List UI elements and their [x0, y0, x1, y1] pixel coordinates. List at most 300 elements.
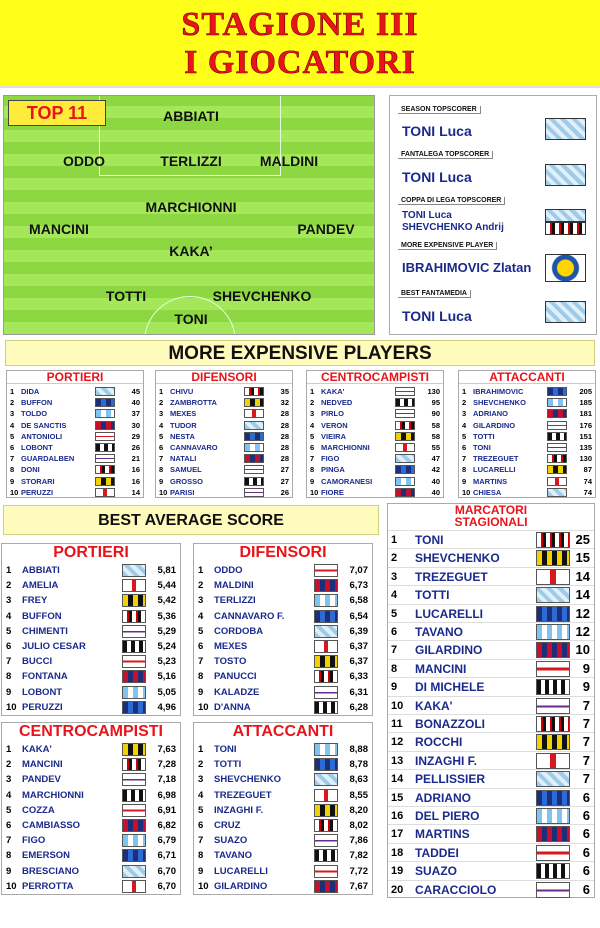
team-crest-icon	[547, 409, 567, 418]
best-table-title: ATTACCANTI	[232, 723, 334, 740]
row-rank: 10	[198, 701, 209, 713]
row-rank: 12	[391, 736, 404, 749]
row-value: 7	[582, 771, 590, 787]
team-crest-icon	[122, 865, 146, 878]
row-value: 135	[579, 443, 592, 452]
team-crest-icon	[314, 849, 338, 862]
row-rank: 18	[391, 846, 404, 859]
row-rank: 4	[462, 420, 467, 430]
row-rank: 5	[6, 625, 12, 637]
row-name: PINGA	[321, 465, 345, 475]
row-name: TREZEGUET	[214, 789, 272, 801]
table-row	[307, 431, 443, 442]
team-crest-icon	[122, 701, 146, 714]
table-row	[156, 420, 292, 431]
row-name: FREY	[22, 595, 48, 607]
row-rank: 1	[6, 565, 12, 576]
table-row	[2, 609, 180, 625]
row-name: TREZEGUET	[415, 569, 488, 584]
row-name: CANNAVARO F.	[214, 610, 285, 622]
row-value: 40	[131, 398, 140, 408]
row-value: 55	[431, 443, 440, 452]
table-row	[2, 879, 180, 895]
row-rank: 16	[391, 810, 404, 822]
header-title-line1: STAGIONE III	[181, 6, 419, 43]
row-rank: 1	[310, 387, 315, 396]
award-value: IBRAHIMOVIC Zlatan	[402, 260, 532, 275]
light-blue-crest-icon	[545, 118, 586, 140]
team-crest-icon	[122, 564, 146, 577]
row-name: TOTTI	[415, 588, 450, 603]
table-row	[388, 843, 594, 861]
team-crest-icon	[244, 432, 264, 441]
table-row	[194, 803, 372, 819]
table-row	[156, 408, 292, 419]
row-name: FONTANA	[22, 671, 68, 683]
table-row	[7, 442, 143, 453]
row-name: NESTA	[170, 431, 195, 441]
row-rank: 3	[10, 409, 15, 419]
row-value: 8,78	[349, 759, 368, 771]
expensive-table-title: PORTIERI	[7, 371, 143, 384]
table-row	[7, 464, 143, 475]
row-rank: 8	[159, 465, 164, 475]
row-value: 6,91	[157, 804, 176, 816]
row-value: 28	[280, 454, 289, 464]
row-rank: 9	[6, 865, 12, 877]
table-row	[459, 420, 595, 431]
table-row	[459, 487, 595, 498]
table-row	[2, 685, 180, 701]
row-value: 6,28	[349, 701, 368, 713]
row-name: GROSSO	[170, 476, 203, 486]
row-value: 95	[431, 398, 440, 408]
table-row	[156, 476, 292, 487]
table-row	[307, 442, 443, 453]
header	[0, 0, 600, 88]
award-label: FANTALEGA TOPSCORER	[398, 151, 493, 159]
row-rank: 5	[6, 804, 12, 816]
team-crest-icon	[244, 488, 264, 497]
table-row	[388, 769, 594, 787]
team-crest-icon	[122, 743, 146, 756]
row-name: CHIMENTI	[22, 625, 68, 637]
row-rank: 1	[198, 744, 204, 755]
gold-blue-crest-icon	[545, 254, 586, 282]
row-rank: 9	[310, 476, 315, 486]
row-name: SUAZO	[214, 835, 248, 847]
row-name: INZAGHI F.	[415, 753, 477, 768]
table-row	[194, 669, 372, 685]
player-mancini: MANCINI	[29, 221, 89, 237]
row-name: GILARDINO	[473, 420, 516, 430]
row-value: 6,58	[349, 595, 368, 607]
table-row	[2, 848, 180, 864]
best-average-title: BEST AVERAGE SCORE	[3, 505, 379, 535]
team-crest-icon	[122, 804, 146, 817]
row-name: FIGO	[22, 835, 46, 847]
table-row	[388, 880, 594, 898]
row-value: 6,71	[157, 850, 176, 862]
row-rank: 10	[159, 487, 168, 497]
award-value: TONI Luca SHEVCHENKO Andrij	[402, 210, 504, 233]
table-row	[194, 848, 372, 864]
team-crest-icon	[122, 758, 146, 771]
row-name: KAKA'	[22, 744, 52, 755]
player-terlizzi: TERLIZZI	[160, 153, 222, 169]
row-value: 74	[583, 487, 592, 497]
row-value: 27	[280, 465, 289, 475]
row-name: PIRLO	[321, 409, 344, 419]
table-row	[2, 803, 180, 819]
row-name: ADRIANO	[415, 790, 471, 805]
row-rank: 2	[159, 398, 164, 408]
row-value: 6,39	[349, 625, 368, 637]
row-rank: 9	[10, 476, 15, 486]
table-row	[194, 563, 372, 579]
light-blue-crest-icon	[545, 301, 586, 323]
team-crest-icon	[95, 454, 115, 463]
row-name: NATALI	[170, 454, 197, 464]
row-name: TADDEI	[415, 845, 459, 860]
team-crest-icon	[536, 550, 570, 566]
table-row	[388, 714, 594, 732]
table-row	[194, 654, 372, 670]
team-crest-icon	[395, 443, 415, 452]
row-value: 5,24	[157, 641, 176, 652]
table-row	[2, 864, 180, 880]
team-crest-icon	[395, 454, 415, 463]
row-name: TREZEGUET	[473, 454, 519, 464]
team-crest-icon	[122, 640, 146, 653]
row-value: 5,42	[157, 595, 176, 607]
table-row	[388, 659, 594, 677]
row-name: TERLIZZI	[214, 595, 256, 607]
team-crest-icon	[95, 465, 115, 474]
row-rank: 13	[391, 754, 404, 767]
row-rank: 3	[198, 774, 204, 786]
row-rank: 2	[198, 580, 204, 592]
row-rank: 5	[198, 804, 204, 816]
team-crest-icon	[122, 625, 146, 638]
row-rank: 10	[462, 487, 471, 497]
row-rank: 10	[6, 701, 17, 713]
row-rank: 3	[6, 774, 12, 786]
row-rank: 3	[6, 595, 12, 607]
row-value: 6	[582, 863, 590, 879]
row-name: TOTTI	[473, 431, 495, 441]
table-row	[2, 578, 180, 594]
row-rank: 10	[6, 880, 17, 892]
row-value: 130	[427, 387, 440, 396]
table-row	[2, 742, 180, 758]
table-row	[388, 567, 594, 585]
player-shevchenko: SHEVCHENKO	[212, 288, 312, 304]
table-row	[194, 879, 372, 895]
row-value: 6,54	[349, 610, 368, 622]
row-rank: 4	[198, 789, 204, 801]
row-name: TOSTO	[214, 656, 247, 668]
best-table-title: DIFENSORI	[239, 544, 327, 561]
row-value: 40	[431, 487, 440, 497]
team-crest-icon	[122, 686, 146, 699]
row-rank: 6	[310, 443, 315, 452]
table-row	[194, 864, 372, 880]
award-value: TONI Luca	[402, 123, 472, 139]
row-value: 37	[131, 409, 140, 419]
row-value: 58	[431, 431, 440, 441]
row-name: BUCCI	[22, 656, 53, 668]
table-row	[7, 431, 143, 442]
row-name: FIGO	[321, 454, 340, 464]
table-row	[459, 397, 595, 408]
row-rank: 2	[462, 398, 467, 408]
table-row	[194, 624, 372, 640]
best-table-title: PORTIERI	[53, 544, 129, 561]
row-name: MANCINI	[22, 759, 63, 771]
table-row	[156, 453, 292, 464]
row-name: DONI	[21, 465, 40, 475]
row-rank: 7	[198, 656, 204, 668]
row-rank: 8	[462, 465, 467, 475]
row-rank: 3	[310, 409, 315, 419]
row-name: TUDOR	[170, 420, 197, 430]
team-crest-icon	[395, 398, 415, 407]
row-value: 5,81	[157, 565, 176, 576]
row-name: TAVANO	[415, 625, 463, 639]
award-label: SEASON TOPSCORER	[398, 106, 481, 114]
team-crest-icon	[314, 686, 338, 699]
table-row	[156, 464, 292, 475]
row-value: 10	[575, 642, 590, 658]
award-label: BEST FANTAMEDIA	[398, 290, 471, 298]
row-value: 176	[579, 420, 592, 430]
team-crest-icon	[122, 579, 146, 592]
row-value: 28	[280, 409, 289, 419]
row-value: 6,70	[157, 880, 176, 892]
table-row	[194, 685, 372, 701]
row-value: 32	[280, 398, 289, 408]
row-rank: 1	[198, 565, 204, 576]
row-name: EMERSON	[22, 850, 71, 862]
team-crest-icon	[314, 758, 338, 771]
team-crest-icon	[536, 771, 570, 787]
row-name: CAMORANESI	[321, 476, 373, 486]
row-name: D'ANNA	[214, 701, 251, 713]
table-row	[2, 639, 180, 655]
team-crest-icon	[536, 606, 570, 622]
row-value: 87	[583, 465, 592, 475]
row-value: 6,82	[157, 820, 176, 831]
team-crest-icon	[536, 716, 570, 732]
team-crest-icon	[314, 880, 338, 893]
table-row	[7, 386, 143, 397]
row-value: 6	[582, 808, 590, 823]
row-rank: 1	[462, 387, 467, 396]
row-name: MARTINS	[473, 476, 508, 486]
player-pandev: PANDEV	[297, 221, 355, 237]
row-value: 28	[280, 420, 289, 430]
expensive-title: MORE EXPENSIVE PLAYERS	[5, 340, 595, 366]
table-row	[7, 487, 143, 498]
expensive-table	[6, 370, 144, 498]
row-name: GILARDINO	[214, 880, 268, 892]
row-rank: 7	[159, 454, 164, 464]
row-rank: 20	[391, 883, 404, 896]
team-crest-icon	[547, 443, 567, 452]
row-name: TONI	[415, 533, 444, 547]
team-crest-icon	[122, 789, 146, 802]
row-rank: 7	[198, 835, 204, 847]
table-row	[307, 408, 443, 419]
row-rank: 9	[198, 686, 204, 698]
row-value: 8,63	[349, 774, 368, 786]
team-crest-icon	[536, 532, 570, 548]
row-rank: 11	[391, 718, 403, 730]
table-row	[2, 757, 180, 773]
marcatori-panel	[387, 503, 595, 898]
table-row	[156, 487, 292, 498]
team-crest-icon	[547, 398, 567, 407]
table-row	[7, 397, 143, 408]
top11-field	[3, 95, 375, 335]
row-rank: 6	[198, 820, 204, 831]
row-value: 6,37	[349, 641, 368, 652]
team-crest-icon	[122, 880, 146, 893]
row-name: PERUZZI	[22, 701, 63, 713]
table-row	[7, 420, 143, 431]
row-value: 6,70	[157, 865, 176, 877]
row-value: 45	[131, 387, 140, 396]
row-name: SHEVCHENKO	[415, 551, 500, 566]
row-name: ROCCHI	[415, 735, 463, 750]
team-crest-icon	[244, 443, 264, 452]
player-oddo: ODDO	[63, 153, 105, 169]
team-crest-icon	[536, 826, 570, 842]
award-label: MORE EXPENSIVE PLAYER	[398, 242, 497, 250]
row-value: 74	[583, 476, 592, 486]
row-value: 6	[582, 844, 590, 860]
row-name: DEL PIERO	[415, 809, 480, 823]
team-crest-icon	[244, 477, 264, 486]
row-name: GUARDALBEN	[21, 454, 75, 464]
row-value: 6,73	[349, 580, 368, 592]
row-value: 5,23	[157, 656, 176, 668]
table-row	[388, 696, 594, 714]
team-crest-icon	[314, 819, 338, 832]
team-crest-icon	[547, 387, 567, 396]
award-value: TONI Luca	[402, 308, 472, 324]
row-rank: 9	[198, 865, 204, 877]
team-crest-icon	[536, 863, 570, 879]
team-crest-icon	[244, 398, 264, 407]
row-rank: 3	[198, 595, 204, 607]
row-name: AMELIA	[22, 580, 59, 592]
row-value: 12	[575, 624, 590, 639]
team-crest-icon	[314, 670, 338, 683]
table-row	[194, 757, 372, 773]
team-crest-icon	[395, 477, 415, 486]
row-value: 6	[582, 881, 590, 897]
table-row	[2, 669, 180, 685]
row-value: 47	[431, 454, 440, 464]
row-rank: 1	[6, 744, 12, 755]
row-value: 8,02	[349, 820, 368, 831]
row-name: TONI	[214, 744, 237, 755]
team-crest-icon	[536, 698, 570, 714]
light-blue-crest-icon	[545, 209, 586, 222]
row-rank: 9	[6, 686, 12, 698]
row-name: TOTTI	[214, 759, 242, 771]
row-rank: 7	[310, 454, 315, 464]
best-table	[1, 722, 181, 895]
row-rank: 4	[391, 589, 398, 602]
row-value: 40	[431, 476, 440, 486]
row-value: 5,29	[157, 625, 176, 637]
row-name: KALADZE	[214, 686, 260, 698]
team-crest-icon	[244, 387, 264, 396]
row-name: CRUZ	[214, 820, 241, 831]
row-rank: 14	[391, 773, 404, 786]
row-rank: 7	[391, 644, 398, 657]
best-table	[193, 543, 373, 716]
row-rank: 8	[198, 671, 204, 683]
row-value: 6,79	[157, 835, 176, 847]
row-name: ODDO	[214, 565, 243, 576]
row-value: 6	[582, 789, 590, 805]
row-name: NEDVED	[321, 398, 353, 408]
team-crest-icon	[547, 465, 567, 474]
row-rank: 4	[310, 420, 315, 430]
team-crest-icon	[314, 610, 338, 623]
row-name: KAKA'	[415, 698, 453, 713]
row-value: 7	[582, 716, 590, 731]
row-rank: 2	[10, 398, 15, 408]
row-value: 16	[131, 465, 140, 475]
expensive-table	[458, 370, 596, 498]
row-value: 205	[579, 387, 592, 396]
team-crest-icon	[547, 488, 567, 497]
row-value: 14	[575, 587, 590, 603]
team-crest-icon	[314, 773, 338, 786]
row-name: MARCHIONNI	[22, 789, 84, 801]
row-rank: 6	[10, 443, 15, 452]
row-value: 58	[431, 420, 440, 430]
row-value: 7,28	[157, 759, 176, 771]
team-crest-icon	[547, 421, 567, 430]
row-value: 6	[582, 826, 590, 842]
row-value: 7,72	[349, 865, 368, 877]
row-name: BONAZZOLI	[415, 717, 485, 731]
row-value: 6,33	[349, 671, 368, 683]
row-rank: 8	[198, 850, 204, 862]
table-row	[307, 453, 443, 464]
table-row	[388, 751, 594, 769]
team-crest-icon	[536, 661, 570, 677]
team-crest-icon	[122, 594, 146, 607]
player-toni: TONI	[174, 311, 208, 327]
row-value: 8,20	[349, 804, 368, 816]
row-name: CHIVU	[170, 387, 194, 396]
row-value: 28	[280, 431, 289, 441]
row-value: 29	[131, 431, 140, 441]
table-row	[307, 464, 443, 475]
team-crest-icon	[314, 625, 338, 638]
team-crest-icon	[95, 488, 115, 497]
row-name: MARCHIONNI	[321, 443, 370, 452]
table-row	[156, 442, 292, 453]
row-value: 7,67	[349, 880, 368, 892]
